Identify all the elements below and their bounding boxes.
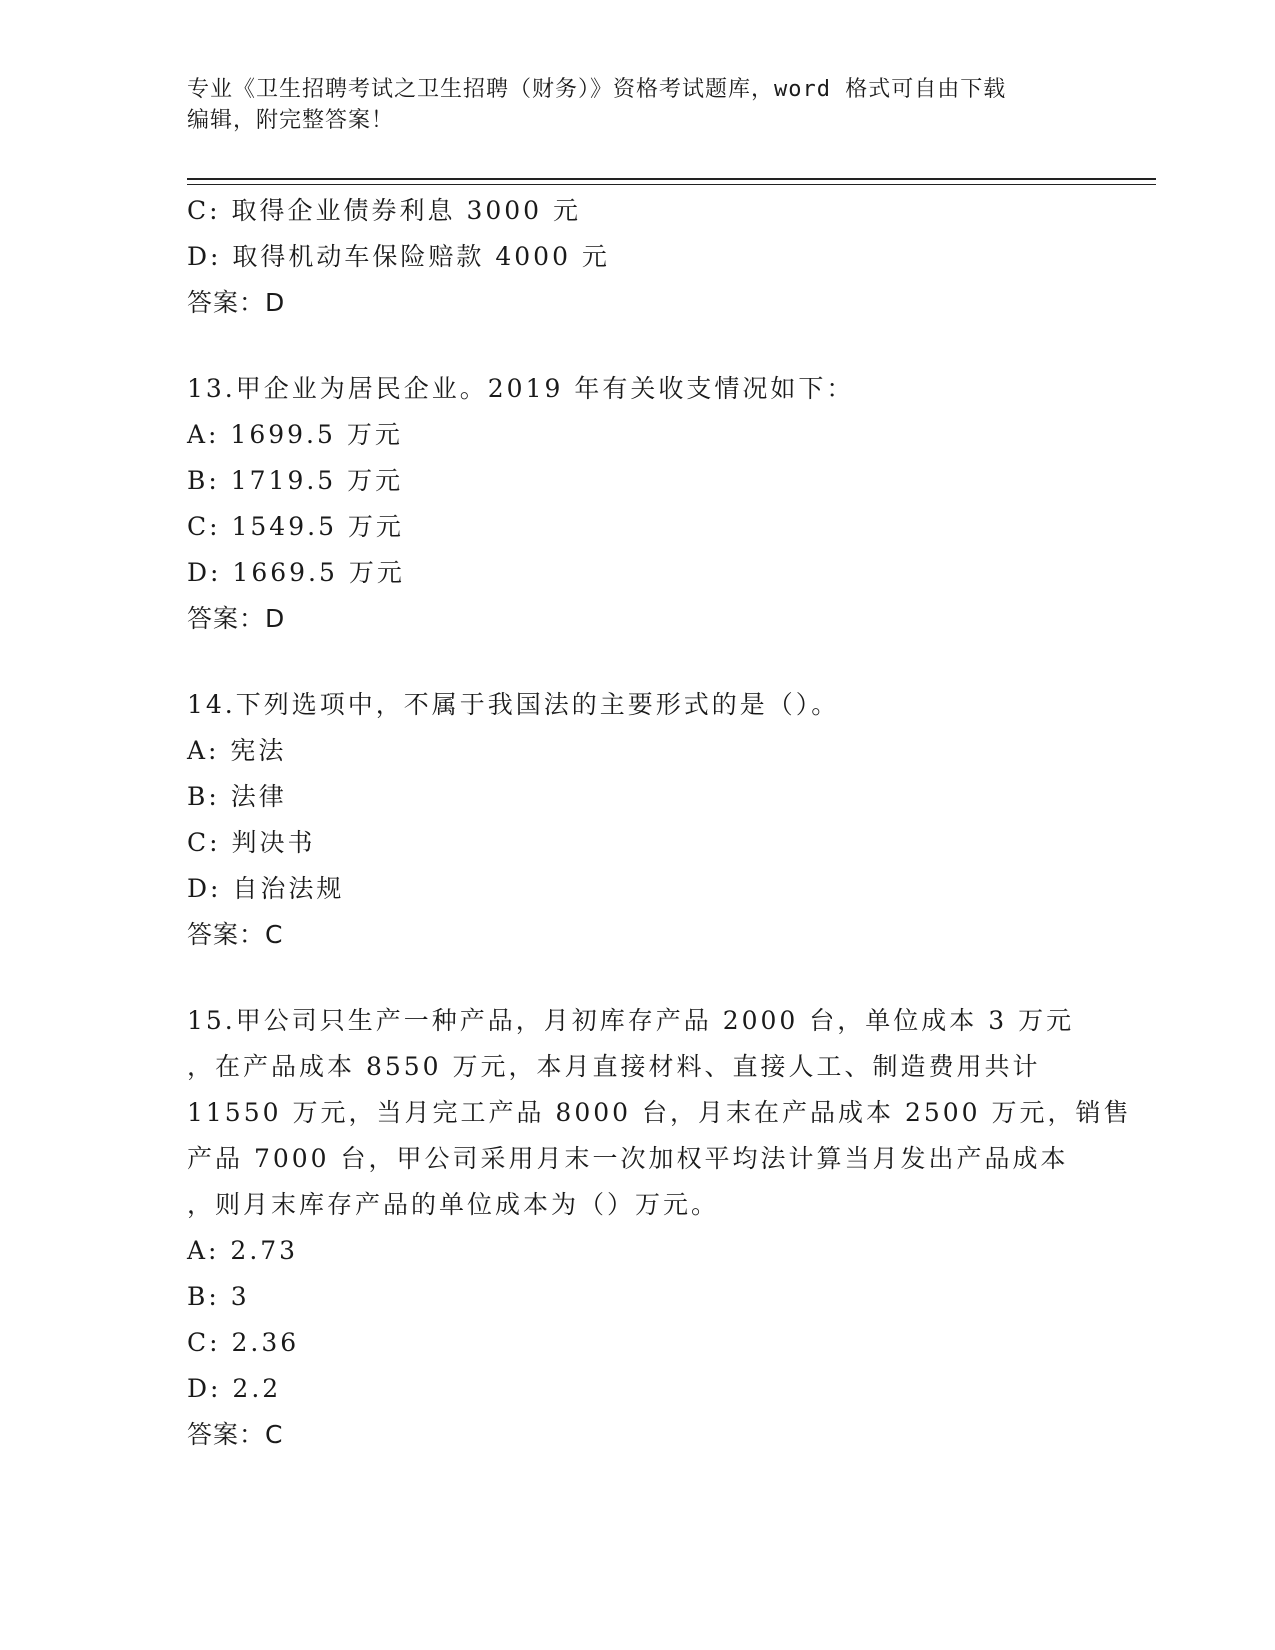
q13-answer: 答案：D [187, 604, 286, 633]
q14-stem: 14.下列选项中，不属于我国法的主要形式的是（）。 [187, 690, 840, 719]
q15-option-a: A: 2.73 [187, 1236, 299, 1265]
q13-option-b: B: 1719.5 万元 [187, 466, 404, 495]
question-15 [187, 998, 1132, 1458]
q15-stem-line-3: 11550 万元，当月完工产品 8000 台，月末在产品成本 2500 万元，销售 [187, 1098, 1132, 1127]
q15-stem-line-4: 产品 7000 台，甲公司采用月末一次加权平均法计算当月发出产品成本 [187, 1144, 1069, 1173]
q13-option-c: C: 1549.5 万元 [187, 512, 404, 541]
header-line-1: 专业《卫生招聘考试之卫生招聘（财务）》资格考试题库，word 格式可自由下载 [187, 77, 1007, 102]
q14-option-d: D: 自治法规 [187, 874, 345, 903]
header-line-2: 编辑，附完整答案！ [187, 108, 395, 133]
q13-option-a: A: 1699.5 万元 [187, 420, 403, 449]
document-header [187, 74, 1087, 136]
q14-answer: 答案：C [187, 920, 284, 949]
q13-stem: 13.甲企业为居民企业。2019 年有关收支情况如下： [187, 374, 855, 403]
spacer [187, 958, 1087, 998]
q15-stem-line-1: 15.甲公司只生产一种产品，月初库存产品 2000 台，单位成本 3 万元 [187, 1006, 1075, 1035]
q15-option-c: C: 2.36 [187, 1328, 300, 1357]
q14-option-a: A: 宪法 [187, 736, 287, 765]
document-body [187, 188, 1132, 1458]
question-13 [187, 366, 1087, 642]
q15-stem-line-5: ，则月末库存产品的单位成本为（）万元。 [187, 1190, 720, 1219]
q14-option-c: C: 判决书 [187, 828, 316, 857]
spacer [187, 326, 1087, 366]
spacer [187, 642, 1087, 682]
q13-option-d: D: 1669.5 万元 [187, 558, 405, 587]
q15-option-b: B: 3 [187, 1282, 250, 1311]
q15-stem-line-2: ，在产品成本 8550 万元，本月直接材料、直接人工、制造费用共计 [187, 1052, 1041, 1081]
header-divider-thick [187, 178, 1156, 180]
q15-answer: 答案：C [187, 1420, 284, 1449]
question-14 [187, 682, 1087, 958]
q12-option-c: C: 取得企业债券利息 3000 元 [187, 196, 582, 225]
question-12-tail [187, 188, 1087, 326]
header-divider-thin [187, 184, 1156, 185]
q12-option-d: D: 取得机动车保险赔款 4000 元 [187, 242, 610, 271]
q12-answer: 答案：D [187, 288, 286, 317]
q14-option-b: B: 法律 [187, 782, 287, 811]
q15-option-d: D: 2.2 [187, 1374, 282, 1403]
